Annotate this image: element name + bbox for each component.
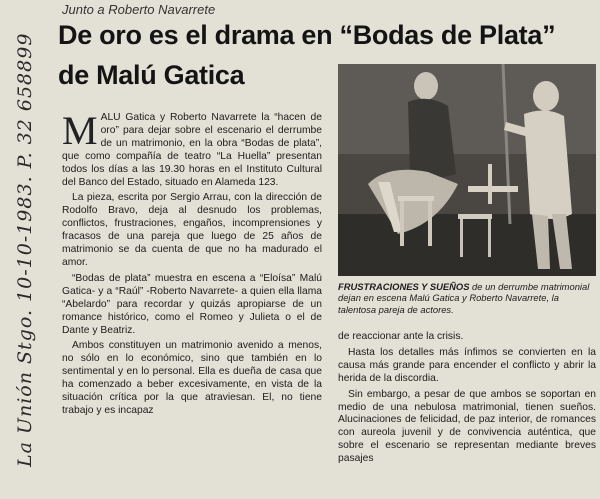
paragraph-3: “Bodas de plata” muestra en escena a “Eloísa” Malú Gatica- y a “Raúl” -Roberto Navarrete- a quien ella llama “Abelardo” para recordar y quizás apropiarse de un romance histórico, como el Romeo y Julieta o el de Dante y Beatriz.	[62, 272, 322, 336]
headline-line-1: De oro es el drama en “Bodas de Plata”	[58, 20, 556, 50]
caption-text: de un derrumbe matrimonial dejan en escena Malú Gatica y Roberto Navarrete, la talentosa pareja de actores.	[338, 281, 590, 315]
paragraph-1-text: ALU Gatica y Roberto Navarrete la “hacen de oro” para dejar sobre el escenario el derrumbe de un matrimonio, en la obra “Bodas de plata”, que como compañía de teatro “La Huella” presentan todos los días a las 19.30 horas en el Instituto Cultural del Banco del Estado, situado en Alameda 123.	[62, 112, 322, 188]
article-column-right	[338, 331, 596, 469]
article-column-left	[62, 108, 322, 421]
paragraph-1	[62, 108, 322, 189]
paragraph-5: de reaccionar ante la crisis.	[338, 331, 464, 342]
headline-line-2: de Malú Gatica	[58, 60, 245, 90]
handwritten-archive-note: La Unión Stgo. 10-10-1983. P. 32 658899	[14, 32, 36, 467]
paragraph-2: La pieza, escrita por Sergio Arrau, con la dirección de Rodolfo Bravo, deja al desnudo los problemas, conflictos, frustraciones, engaños, incomprensiones y fracasos de una pareja que luego de 25 años de matrimonio se da cuenta de que no ha madurado el amor.	[62, 192, 322, 268]
kicker: Junto a Roberto Navarrete	[62, 2, 216, 17]
paragraph-4: Ambos constituyen un matrimonio avenido a menos, no sólo en lo económico, sino que también en lo sentimental y en lo personal. Ella es dueña de casa que ha comenzado a beber excesivamente, en vista de la situación crítica por la que atraviesan. El, no tiene trabajo y es incapaz	[62, 340, 322, 416]
paragraph-6: Hasta los detalles más ínfimos se convierten en la causa más grande para encender el conflicto y abrir la herida de la discordia.	[338, 346, 596, 384]
drop-cap: M	[62, 108, 98, 153]
paragraph-7: Sin embargo, a pesar de que ambos se soportan en medio de una nebulosa matrimonial, tienen sueños. Alucinaciones de felicidad, de paz interior, de romances con aureola juvenil y de convivencia auténtica, que sobre el escenario se representan mediante breves pasajes	[338, 388, 596, 465]
caption-lead: FRUSTRACIONES Y SUEÑOS	[338, 281, 470, 292]
photo-caption	[338, 281, 596, 315]
stage-photo	[338, 64, 596, 276]
stage-photo-image	[338, 64, 596, 276]
